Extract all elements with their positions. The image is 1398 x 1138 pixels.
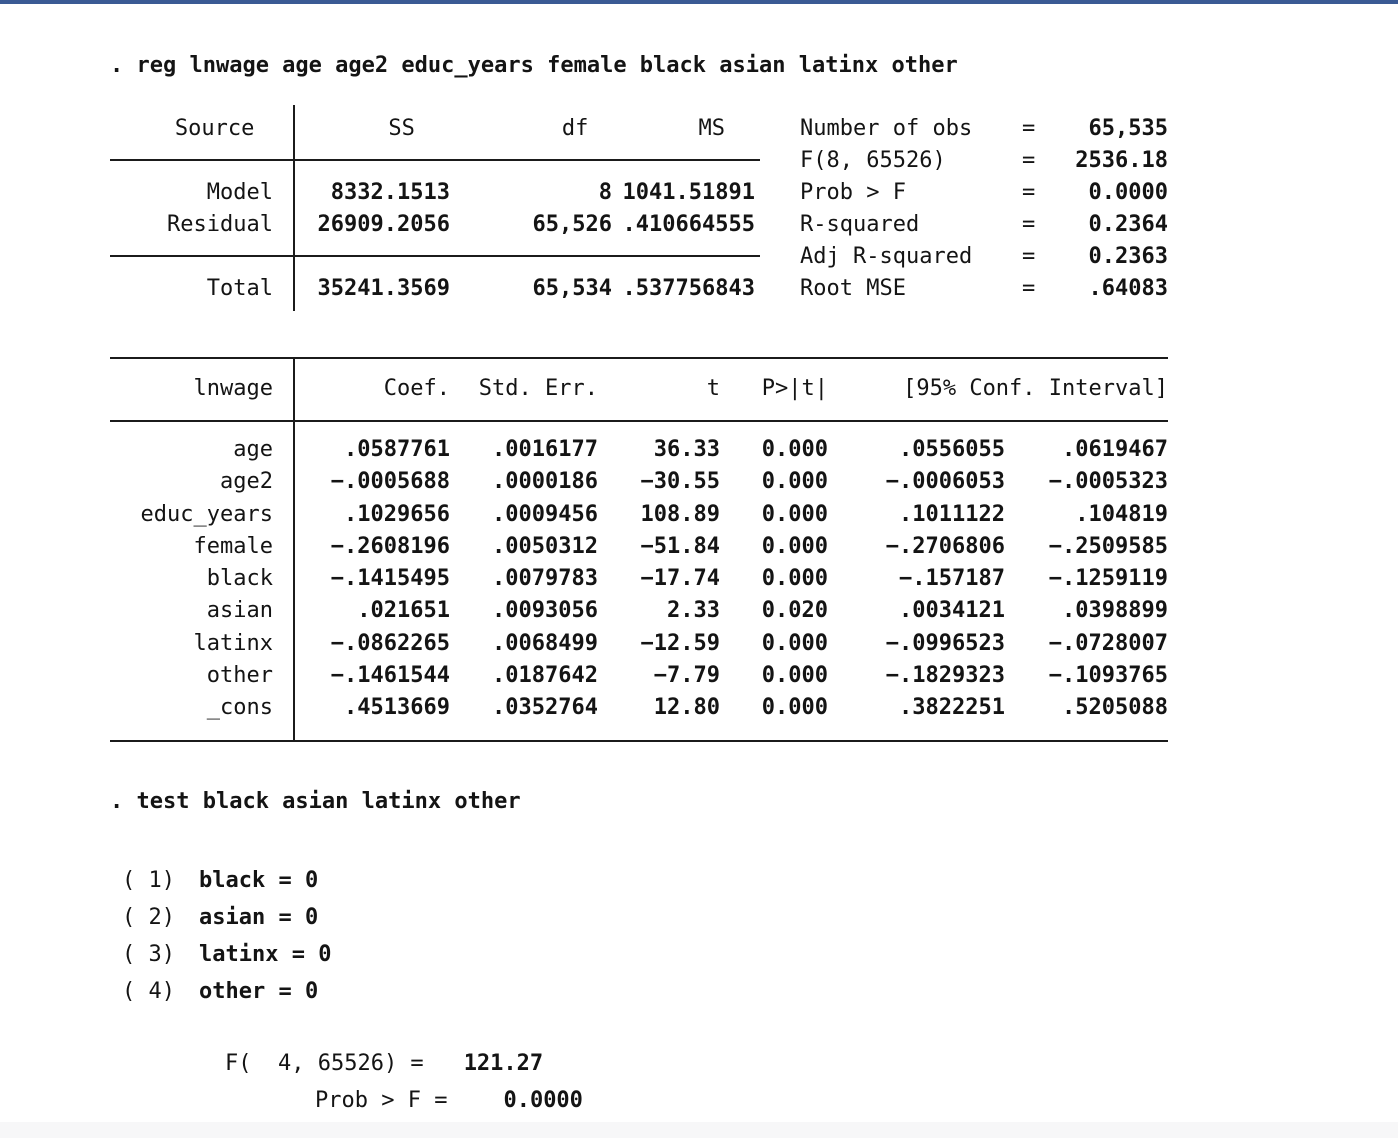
anova-model-row xyxy=(110,177,760,209)
anova-row-label: Residual xyxy=(167,212,273,237)
ci-high: .104819 xyxy=(1075,501,1168,527)
anova-residual-row xyxy=(110,209,760,241)
ci-low: −.2706806 xyxy=(885,533,1005,559)
anova-vertical-rule xyxy=(293,105,295,311)
ci-low: −.0006053 xyxy=(885,469,1005,495)
stderr-header: Std. Err. xyxy=(478,376,598,401)
anova-ms-value: .410664555 xyxy=(622,212,755,237)
stat-row-root-mse xyxy=(800,273,1168,305)
coef-value: .0587761 xyxy=(344,437,450,462)
ci-low: −.157187 xyxy=(899,566,1005,591)
prob-f-value: 0.0000 xyxy=(503,1088,583,1113)
regression-summary-block xyxy=(110,113,1280,305)
stat-value: .64083 xyxy=(1088,276,1168,301)
coef-row-female xyxy=(110,531,1168,563)
coef-header-row xyxy=(110,373,1168,405)
stat-row-r-squared xyxy=(800,209,1168,241)
t-value: −30.55 xyxy=(640,469,720,495)
p-value: 0.020 xyxy=(761,598,828,624)
coef-row-black xyxy=(110,563,1168,595)
var-name: black xyxy=(206,566,273,591)
ci-high: −.1259119 xyxy=(1048,566,1168,591)
p-value: 0.000 xyxy=(761,662,828,688)
coef-row-other xyxy=(110,660,1168,692)
coef-row-age xyxy=(110,434,1168,466)
anova-spacer-row xyxy=(110,145,760,177)
stderr-value: .0050312 xyxy=(492,533,598,559)
ci-low: .3822251 xyxy=(899,695,1005,720)
hypothesis-row xyxy=(122,936,1280,973)
coef-header: Coef. xyxy=(383,376,450,401)
stderr-value: .0187642 xyxy=(492,662,598,688)
window-bottom-strip xyxy=(0,1122,1398,1138)
t-value: 2.33 xyxy=(667,598,720,624)
ci-low: .0034121 xyxy=(899,598,1005,624)
regress-command-line: . reg lnwage age age2 educ_years female black asian latinx other xyxy=(110,53,958,78)
t-value: 108.89 xyxy=(640,501,720,527)
stata-results-window xyxy=(110,4,1280,1119)
stat-row-adj-r-squared xyxy=(800,241,1168,273)
ci-low: .0556055 xyxy=(899,437,1005,462)
stat-value: 0.2363 xyxy=(1088,244,1168,269)
ci-low: .1011122 xyxy=(899,501,1005,527)
hypothesis-row xyxy=(122,899,1280,936)
stat-label: Number of obs xyxy=(800,116,973,141)
anova-header-row xyxy=(110,113,760,145)
ci-high: .0619467 xyxy=(1062,437,1168,462)
equals-sign: = xyxy=(1022,180,1036,205)
p-value: 0.000 xyxy=(761,437,828,462)
prob-f-label: Prob > F = xyxy=(315,1088,448,1113)
anova-source-header: Source xyxy=(174,116,255,141)
var-name: _cons xyxy=(206,695,273,720)
anova-ss-value: 8332.1513 xyxy=(330,180,450,205)
f-statistic-row xyxy=(110,1045,1280,1082)
coef-value: .4513669 xyxy=(344,695,450,720)
coef-header-rule xyxy=(110,420,1168,422)
t-value: −12.59 xyxy=(640,630,720,656)
prob-f-row xyxy=(110,1082,1280,1119)
anova-df-value: 65,526 xyxy=(532,212,612,237)
p-value: 0.000 xyxy=(761,533,828,559)
stat-label: Prob > F xyxy=(800,180,906,205)
anova-table xyxy=(110,113,760,305)
t-value: 36.33 xyxy=(653,437,720,462)
anova-total-rule xyxy=(110,255,760,257)
stderr-value: .0068499 xyxy=(492,630,598,656)
ci-high: .5205088 xyxy=(1062,695,1168,720)
anova-total-row xyxy=(110,273,760,305)
stderr-value: .0352764 xyxy=(492,695,598,720)
coef-value: −.1415495 xyxy=(330,566,450,591)
t-value: 12.80 xyxy=(653,695,720,720)
coef-value: −.0862265 xyxy=(330,630,450,656)
p-value: 0.000 xyxy=(761,695,828,720)
anova-ss-value: 26909.2056 xyxy=(317,212,450,237)
hypothesis-row xyxy=(122,973,1280,1010)
hypothesis-equation: latinx = 0 xyxy=(198,942,332,967)
equals-sign: = xyxy=(1022,148,1036,173)
hypothesis-equation: other = 0 xyxy=(198,979,319,1004)
stat-value: 0.0000 xyxy=(1088,180,1168,205)
t-value: −51.84 xyxy=(640,533,720,559)
p-header: P>|t| xyxy=(761,376,828,401)
coef-row-age2 xyxy=(110,466,1168,498)
f-statistic-value: 121.27 xyxy=(463,1051,544,1076)
stderr-value: .0016177 xyxy=(492,437,598,462)
anova-ms-header: MS xyxy=(698,116,725,141)
equals-sign: = xyxy=(1022,212,1036,237)
ci-high: −.1093765 xyxy=(1048,662,1168,688)
anova-df-header: df xyxy=(561,116,589,141)
coef-row-asian xyxy=(110,595,1168,627)
anova-ms-value: 1041.51891 xyxy=(622,180,755,205)
anova-row-label: Total xyxy=(206,276,273,301)
stat-row-prob-f xyxy=(800,177,1168,209)
hypothesis-row xyxy=(122,862,1280,899)
coef-table-body xyxy=(110,434,1168,724)
hypothesis-index: ( 2) xyxy=(122,905,175,930)
coefficient-table xyxy=(110,357,1168,742)
depvar-header: lnwage xyxy=(193,376,273,401)
coef-bottom-rule xyxy=(110,740,1168,742)
ci-high: −.0005323 xyxy=(1048,469,1168,495)
anova-df-value: 65,534 xyxy=(532,276,612,301)
stderr-value: .0009456 xyxy=(492,501,598,527)
anova-df-value: 8 xyxy=(598,180,612,205)
test-result-block xyxy=(110,1045,1280,1119)
anova-row-label: Model xyxy=(206,180,273,205)
t-value: −17.74 xyxy=(640,566,720,591)
var-name: age xyxy=(233,437,273,462)
hypothesis-index: ( 3) xyxy=(122,942,175,967)
coef-row-cons xyxy=(110,692,1168,724)
anova-header-rule xyxy=(110,159,760,161)
test-hypotheses-list xyxy=(110,862,1280,1010)
stat-value: 2536.18 xyxy=(1075,148,1168,173)
hypothesis-index: ( 1) xyxy=(122,868,175,893)
stat-label: F(8, 65526) xyxy=(800,148,946,173)
coef-value: −.2608196 xyxy=(330,533,450,559)
t-value: −7.79 xyxy=(653,662,720,688)
var-name: female xyxy=(193,533,273,559)
stderr-value: .0000186 xyxy=(492,469,598,495)
coef-value: −.1461544 xyxy=(330,662,450,688)
var-name: asian xyxy=(206,598,273,624)
p-value: 0.000 xyxy=(761,566,828,591)
stat-value: 65,535 xyxy=(1088,116,1168,141)
ci-high: −.2509585 xyxy=(1048,533,1168,559)
stderr-value: .0093056 xyxy=(492,598,598,624)
stat-label: R-squared xyxy=(800,212,920,237)
var-name: age2 xyxy=(220,469,273,495)
test-command-line: . test black asian latinx other xyxy=(110,789,521,814)
equals-sign: = xyxy=(1022,244,1036,269)
coef-value: −.0005688 xyxy=(330,469,450,495)
coef-row-latinx xyxy=(110,628,1168,660)
coef-value: .021651 xyxy=(357,598,450,624)
p-value: 0.000 xyxy=(761,501,828,527)
var-name: educ_years xyxy=(140,501,273,527)
stat-label: Root MSE xyxy=(800,276,906,301)
ci-header: [95% Conf. Interval] xyxy=(903,376,1168,401)
coef-row-educ-years xyxy=(110,499,1168,531)
ci-high: .0398899 xyxy=(1062,598,1168,624)
equals-sign: = xyxy=(1022,116,1036,141)
p-value: 0.000 xyxy=(761,630,828,656)
coef-top-rule xyxy=(110,357,1168,359)
stat-row-f xyxy=(800,145,1168,177)
var-name: latinx xyxy=(193,630,273,656)
f-statistic-label: F( 4, 65526) = xyxy=(225,1051,424,1076)
ci-low: −.1829323 xyxy=(885,662,1005,688)
coef-value: .1029656 xyxy=(344,501,450,527)
anova-ss-header: SS xyxy=(388,116,415,141)
t-header: t xyxy=(706,376,720,401)
var-name: other xyxy=(206,662,273,688)
hypothesis-index: ( 4) xyxy=(122,979,175,1004)
anova-ss-value: 35241.3569 xyxy=(317,276,450,301)
p-value: 0.000 xyxy=(761,469,828,495)
stat-row-number-of-obs xyxy=(800,113,1168,145)
stat-label: Adj R-squared xyxy=(800,244,973,269)
hypothesis-equation: black = 0 xyxy=(198,868,319,893)
stderr-value: .0079783 xyxy=(492,566,598,591)
anova-spacer-row xyxy=(110,241,760,273)
hypothesis-equation: asian = 0 xyxy=(198,905,319,930)
stat-value: 0.2364 xyxy=(1088,212,1168,237)
anova-ms-value: .537756843 xyxy=(622,276,755,301)
ci-high: −.0728007 xyxy=(1048,630,1168,656)
ci-low: −.0996523 xyxy=(885,630,1005,656)
equals-sign: = xyxy=(1022,276,1036,301)
model-fit-statistics xyxy=(800,113,1168,305)
